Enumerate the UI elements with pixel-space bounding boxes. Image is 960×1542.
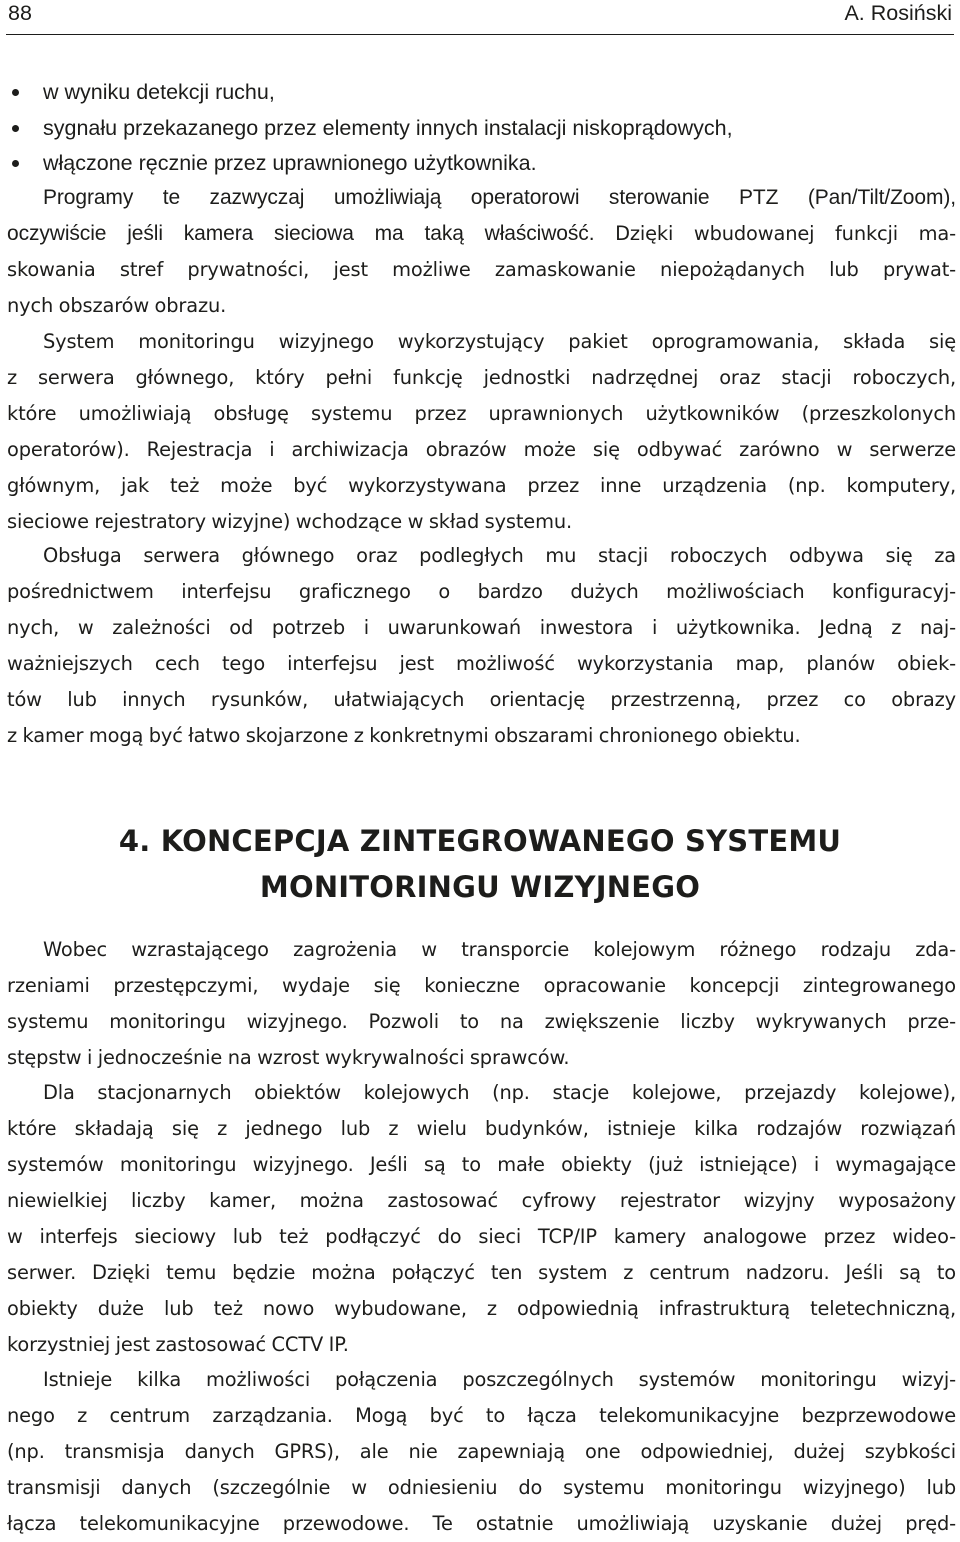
- text-line: które umożliwiają obsługę systemu przez uprawnionych użytkowników (przeszkolonych: [7, 402, 956, 425]
- list-item-text: sygnału przekazanego przez elementy innych instalacji niskoprądowych,: [43, 115, 733, 140]
- text-line: Programy te zazwyczaj umożliwiają operatorowi sterowanie PTZ (Pan/Tilt/Zoom),: [43, 186, 956, 209]
- text-line: (np. transmisja danych GPRS), ale nie zapewniają one odpowiedniej, dużej szybkości: [7, 1440, 956, 1463]
- text-line: nych, w zależności od potrzeb i uwarunkowań inwestora i użytkownika. Jedną z naj-: [7, 616, 956, 639]
- section-heading: [0, 818, 960, 910]
- list-item: [0, 111, 960, 147]
- paragraph: [7, 180, 956, 324]
- text-line: łącza telekomunikacyjne przewodowe. Te ostatnie umożliwiają uzyskanie dużej pręd-: [7, 1512, 956, 1535]
- text-line: pośrednictwem interfejsu graficznego o bardzo dużych możliwościach konfiguracyj-: [7, 580, 956, 603]
- section-heading-line: MONITORINGU WIZYJNEGO: [259, 870, 701, 904]
- text-line: systemu monitoringu wizyjnego. Pozwoli to na zwiększenie liczby wykrywanych prze-: [7, 1010, 956, 1033]
- text-line: stępstw i jednocześnie na wzrost wykrywalności sprawców.: [7, 1046, 570, 1069]
- text-line: ważniejszych cech tego interfejsu jest możliwość wykorzystania map, planów obiek-: [7, 652, 956, 675]
- text-line: tów lub innych rysunków, ułatwiających orientację przestrzenną, przez co obrazy: [7, 688, 956, 711]
- paragraph: [7, 324, 956, 540]
- text-line: systemów monitoringu wizyjnego. Jeśli są to małe obiekty (już istniejące) i wymagające: [7, 1153, 956, 1176]
- paragraph: [7, 538, 956, 754]
- paragraph: [7, 932, 956, 1076]
- text-line: rzeniami przestępczymi, wydaje się konieczne opracowanie koncepcji zintegrowanego: [7, 974, 956, 997]
- bullet-list: [0, 75, 960, 182]
- text-line: skowania stref prywatności, jest możliwe zamaskowanie niepożądanych lub prywat-: [7, 258, 956, 281]
- text-run: Dzięki wbudowanej funkcji ma-: [615, 222, 956, 245]
- list-item: [0, 75, 960, 111]
- text-line: operatorów). Rejestracja i archiwizacja obrazów może się odbywać zarówno w serwerze: [7, 438, 956, 461]
- bullet-icon: [12, 89, 19, 96]
- text-line: Dla stacjonarnych obiektów kolejowych (np. stacje kolejowe, przejazdy kolejowe),: [43, 1081, 956, 1104]
- text-line: w interfejs sieciowy lub też podłączyć do sieci TCP/IP kamery analogowe przez wideo-: [7, 1225, 956, 1248]
- list-item-text: włączone ręcznie przez uprawnionego użytkownika.: [43, 151, 537, 175]
- text-line: serwer. Dzięki temu będzie można połączyć ten system z centrum nadzoru. Jeśli są to: [7, 1261, 956, 1284]
- page-number: 88: [8, 1, 32, 25]
- running-header: [6, 0, 954, 35]
- text-line: Istnieje kilka możliwości połączenia poszczególnych systemów monitoringu wizyj-: [43, 1368, 956, 1391]
- text-line: głównym, jak też może być wykorzystywana przez inne urządzenia (np. komputery,: [7, 474, 956, 497]
- bullet-icon: [12, 125, 19, 132]
- text-run: oczywiście jeśli kamera sieciowa ma taką właściwość.: [7, 222, 595, 245]
- text-line: [7, 216, 956, 252]
- list-item-text: w wyniku detekcji ruchu,: [43, 80, 275, 104]
- running-author: A. Rosiński: [844, 1, 952, 25]
- text-line: które składają się z jednego lub z wielu budynków, istnieje kilka rodzajów rozwiązań: [7, 1117, 956, 1140]
- text-line: sieciowe rejestratory wizyjne) wchodzące w skład systemu.: [7, 510, 572, 533]
- text-line: Obsługa serwera głównego oraz podległych mu stacji roboczych odbywa się za: [43, 544, 956, 567]
- paragraph: [7, 1362, 956, 1542]
- list-item: [0, 146, 960, 182]
- text-line: korzystniej jest zastosować CCTV IP.: [7, 1333, 349, 1356]
- text-line: niewielkiej liczby kamer, można zastosować cyfrowy rejestrator wizyjny wyposażony: [7, 1189, 956, 1212]
- text-line: transmisji danych (szczególnie w odniesieniu do systemu monitoringu wizyjnego) lub: [7, 1476, 956, 1499]
- section-heading-line: 4. KONCEPCJA ZINTEGROWANEGO SYSTEMU: [118, 824, 842, 858]
- text-line: z serwera głównego, który pełni funkcję jednostki nadrzędnej oraz stacji roboczych,: [7, 366, 956, 389]
- bullet-icon: [12, 160, 19, 167]
- paragraph: [7, 1075, 956, 1363]
- text-line: z kamer mogą być łatwo skojarzone z konkretnymi obszarami chronionego obiektu.: [7, 724, 801, 747]
- text-line: nego z centrum zarządzania. Mogą być to łącza telekomunikacyjne bezprzewodowe: [7, 1404, 956, 1427]
- text-line: System monitoringu wizyjnego wykorzystujący pakiet oprogramowania, składa się: [43, 330, 956, 353]
- text-line: nych obszarów obrazu.: [7, 294, 227, 317]
- text-line: Wobec wzrastającego zagrożenia w transporcie kolejowym różnego rodzaju zda-: [43, 938, 956, 961]
- text-line: obiekty duże lub też nowo wybudowane, z odpowiednią infrastrukturą teletechniczną,: [7, 1297, 956, 1320]
